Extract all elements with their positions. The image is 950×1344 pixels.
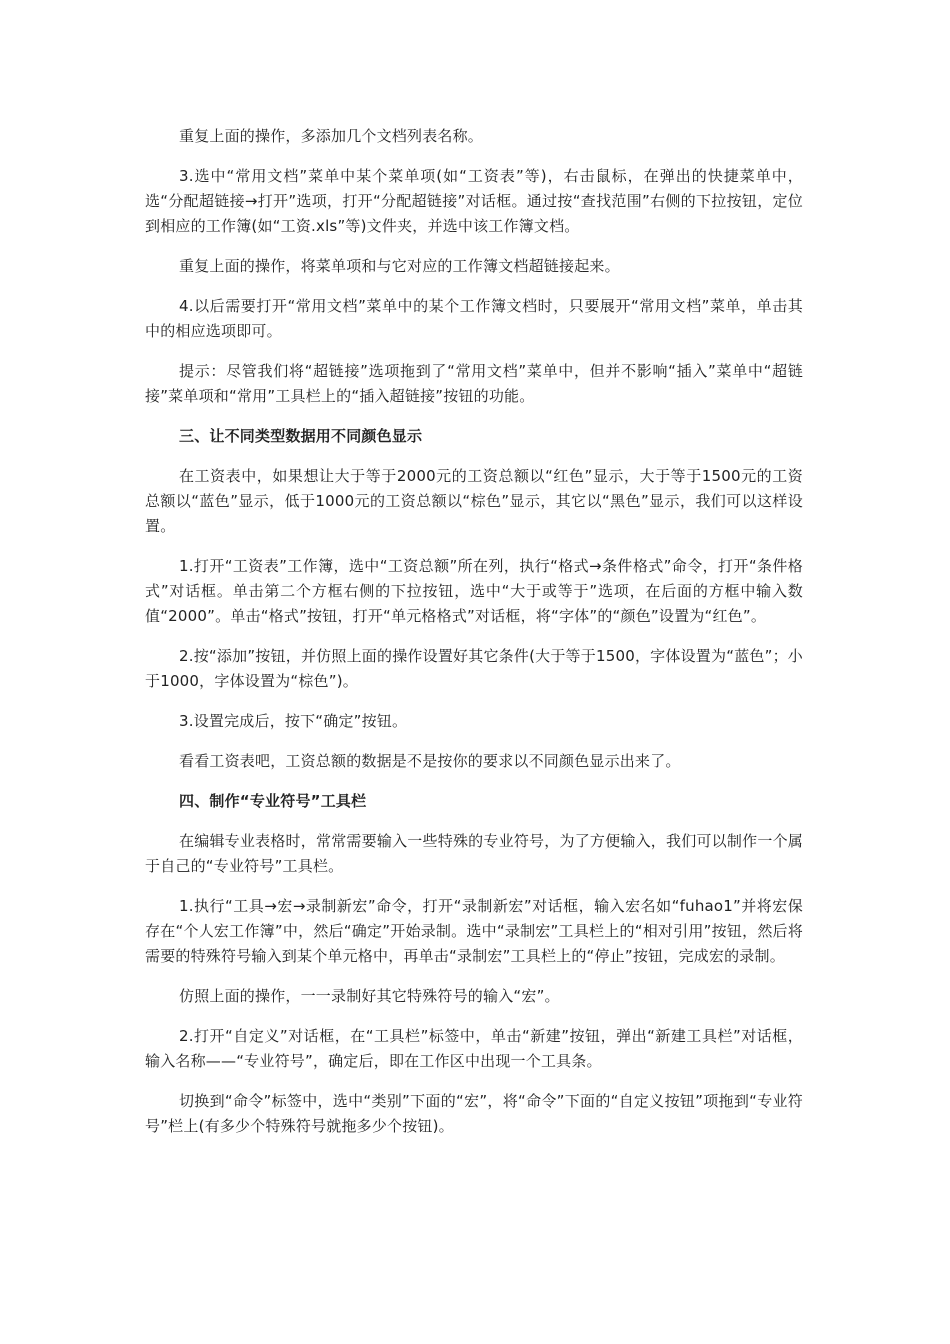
- paragraph: 2.打开“自定义”对话框，在“工具栏”标签中，单击“新建”按钮，弹出“新建工具栏”对话框，输入名称——“专业符号”，确定后，即在工作区中出现一个工具条。: [145, 1027, 803, 1070]
- paragraph: 提示：尽管我们将“超链接”选项拖到了“常用文档”菜单中，但并不影响“插入”菜单中“超链接”菜单项和“常用”工具栏上的“插入超链接”按钮的功能。: [145, 362, 803, 405]
- document-page: [145, 124, 803, 1154]
- paragraph: 切换到“命令”标签中，选中“类别”下面的“宏”，将“命令”下面的“自定义按钮”项拖到“专业符号”栏上(有多少个特殊符号就拖多少个按钮)。: [145, 1092, 803, 1135]
- section-heading: 四、制作“专业符号”工具栏: [179, 792, 367, 810]
- paragraph: 重复上面的操作，多添加几个文档列表名称。: [179, 127, 484, 145]
- paragraph: 在工资表中，如果想让大于等于2000元的工资总额以“红色”显示，大于等于1500元的工资总额以“蓝色”显示，低于1000元的工资总额以“棕色”显示，其它以“黑色”显示，我们可以这样设置。: [145, 467, 803, 535]
- paragraph: 在编辑专业表格时，常常需要输入一些特殊的专业符号，为了方便输入，我们可以制作一个属于自己的“专业符号”工具栏。: [145, 832, 803, 875]
- paragraph: 3.设置完成后，按下“确定”按钮。: [179, 712, 408, 730]
- paragraph: 1.执行“工具→宏→录制新宏”命令，打开“录制新宏”对话框，输入宏名如“fuhao1”并将宏保存在“个人宏工作簿”中，然后“确定”开始录制。选中“录制宏”工具栏上的“相对引用”按钮，然后将需要的特殊符号输入到某个单元格中，再单击“录制宏”工具栏上的“停止”按钮，完成宏的录制。: [145, 897, 803, 965]
- paragraph: 4.以后需要打开“常用文档”菜单中的某个工作簿文档时，只要展开“常用文档”菜单，单击其中的相应选项即可。: [145, 297, 803, 340]
- paragraph: 重复上面的操作，将菜单项和与它对应的工作簿文档超链接起来。: [179, 257, 620, 275]
- paragraph: 2.按“添加”按钮，并仿照上面的操作设置好其它条件(大于等于1500，字体设置为“蓝色”；小于1000，字体设置为“棕色”)。: [145, 647, 803, 690]
- paragraph: 看看工资表吧，工资总额的数据是不是按你的要求以不同颜色显示出来了。: [179, 752, 681, 770]
- paragraph: 仿照上面的操作，一一录制好其它特殊符号的输入“宏”。: [179, 987, 560, 1005]
- section-heading: 三、让不同类型数据用不同颜色显示: [179, 427, 423, 445]
- paragraph: 1.打开“工资表”工作簿，选中“工资总额”所在列，执行“格式→条件格式”命令，打开“条件格式”对话框。单击第二个方框右侧的下拉按钮，选中“大于或等于”选项，在后面的方框中输入数值“2000”。单击“格式”按钮，打开“单元格格式”对话框，将“字体”的“颜色”设置为“红色”。: [145, 557, 803, 625]
- paragraph: 3.选中“常用文档”菜单中某个菜单项(如“工资表”等)，右击鼠标，在弹出的快捷菜单中，选“分配超链接→打开”选项，打开“分配超链接”对话框。通过按“查找范围”右侧的下拉按钮，定位到相应的工作簿(如“工资.xls”等)文件夹，并选中该工作簿文档。: [145, 167, 803, 235]
